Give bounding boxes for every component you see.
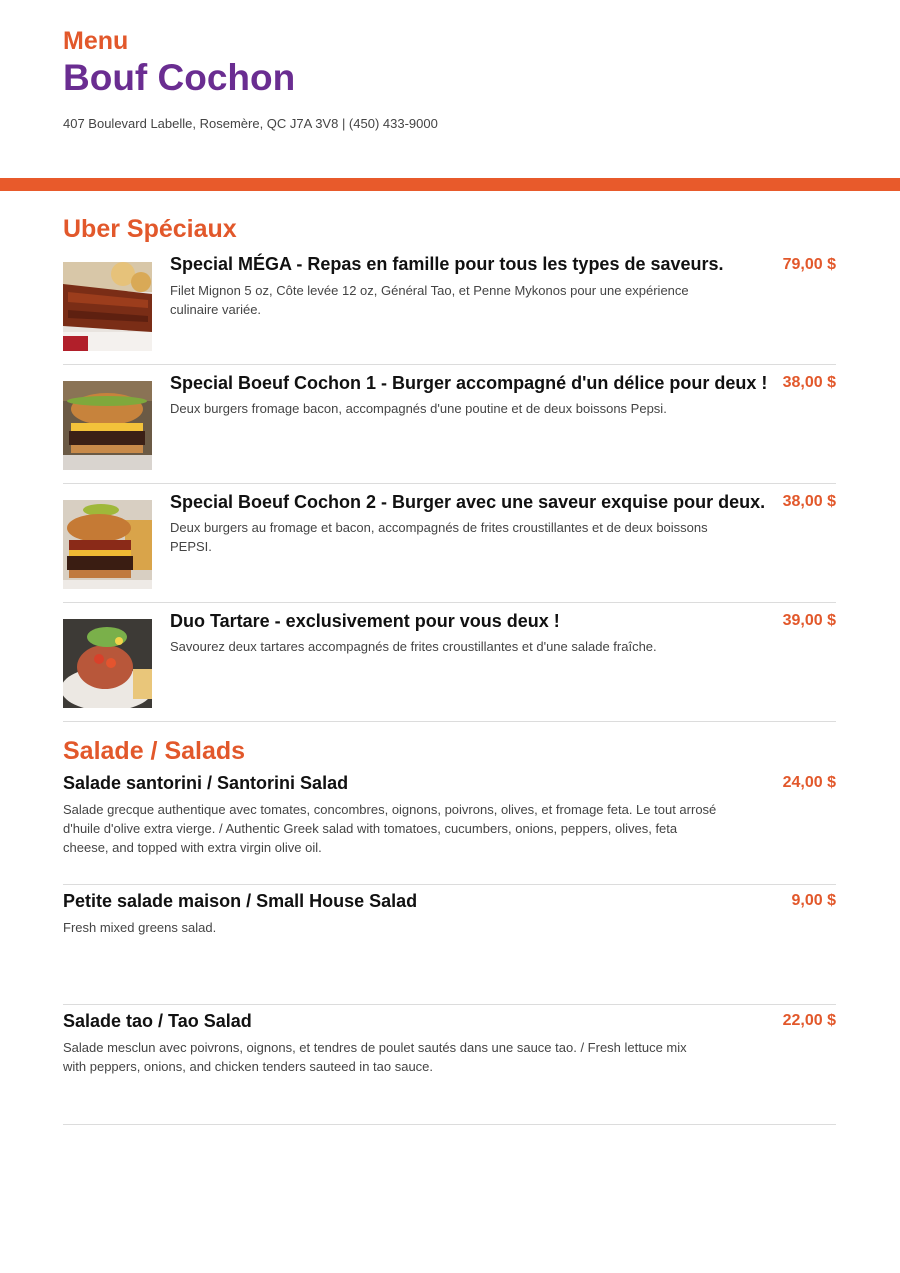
menu-item[interactable] [63, 767, 836, 885]
item-price: 39,00 $ [782, 612, 836, 629]
restaurant-name: Bouf Cochon [63, 57, 296, 98]
menu-item[interactable] [63, 603, 836, 722]
item-description: Fresh mixed greens salad. [63, 920, 217, 935]
item-name: Special Boeuf Cochon 2 - Burger avec une saveur exquise pour deux. [170, 492, 766, 512]
item-price: 79,00 $ [782, 256, 836, 273]
menu-item[interactable] [63, 1005, 836, 1125]
item-description: Filet Mignon 5 oz, Côte levée 12 oz, Général Tao, et Penne Mykonos pour une expérience culinaire variée. [170, 283, 689, 317]
bacon-burger-photo [63, 500, 152, 589]
item-price: 38,00 $ [782, 493, 836, 510]
restaurant-address: 407 Boulevard Labelle, Rosemère, QC J7A 3V8 | (450) 433-9000 [63, 116, 438, 131]
item-description: Savourez deux tartares accompagnés de frites croustillantes et d'une salade fraîche. [170, 639, 657, 654]
item-description: Salade mesclun avec poivrons, oignons, et tendres de poulet sautés dans une sauce tao. / Fresh lettuce mix with peppers, onions, and chicken tenders sauteed in tao sauce. [63, 1040, 687, 1074]
section-salads [63, 735, 836, 1125]
item-name: Special Boeuf Cochon 1 - Burger accompagné d'un délice pour deux ! [170, 373, 768, 393]
menu-label: Menu [63, 27, 129, 55]
item-description: Salade grecque authentique avec tomates, concombres, oignons, poivrons, olives, et fromage feta. Le tout arrosé d'huile d'olive extra vierge. / Authentic Greek salad with tomatoes, cucumbers, onions, peppers, olives, feta cheese, and topped with extra virgin olive oil. [63, 802, 717, 855]
cheeseburger-photo [63, 381, 152, 470]
tartare-photo [63, 619, 152, 708]
section-uber-speciaux [63, 213, 836, 722]
item-price: 38,00 $ [782, 374, 836, 391]
menu-item[interactable] [63, 365, 836, 484]
item-price: 24,00 $ [782, 774, 836, 791]
item-name: Duo Tartare - exclusivement pour vous deux ! [170, 611, 560, 631]
item-name: Salade santorini / Santorini Salad [63, 773, 349, 793]
item-price: 9,00 $ [791, 892, 836, 909]
item-description: Deux burgers fromage bacon, accompagnés d'une poutine et de deux boissons Pepsi. [170, 401, 667, 416]
menu-header [63, 26, 843, 132]
menu-item[interactable] [63, 885, 836, 1005]
item-name: Salade tao / Tao Salad [63, 1011, 252, 1031]
menu-content [63, 213, 836, 1125]
item-name: Petite salade maison / Small House Salad [63, 891, 418, 911]
ribs-platter-photo [63, 262, 152, 351]
menu-item[interactable] [63, 484, 836, 603]
item-name: Special MÉGA - Repas en famille pour tous les types de saveurs. [170, 254, 724, 274]
menu-item[interactable] [63, 245, 836, 365]
section-title: Salade / Salads [63, 737, 246, 765]
section-title: Uber Spéciaux [63, 215, 237, 243]
item-price: 22,00 $ [782, 1012, 836, 1029]
header-divider-bar [0, 178, 900, 191]
item-description: Deux burgers au fromage et bacon, accompagnés de frites croustillantes et de deux boissons PEPSI. [170, 520, 708, 554]
